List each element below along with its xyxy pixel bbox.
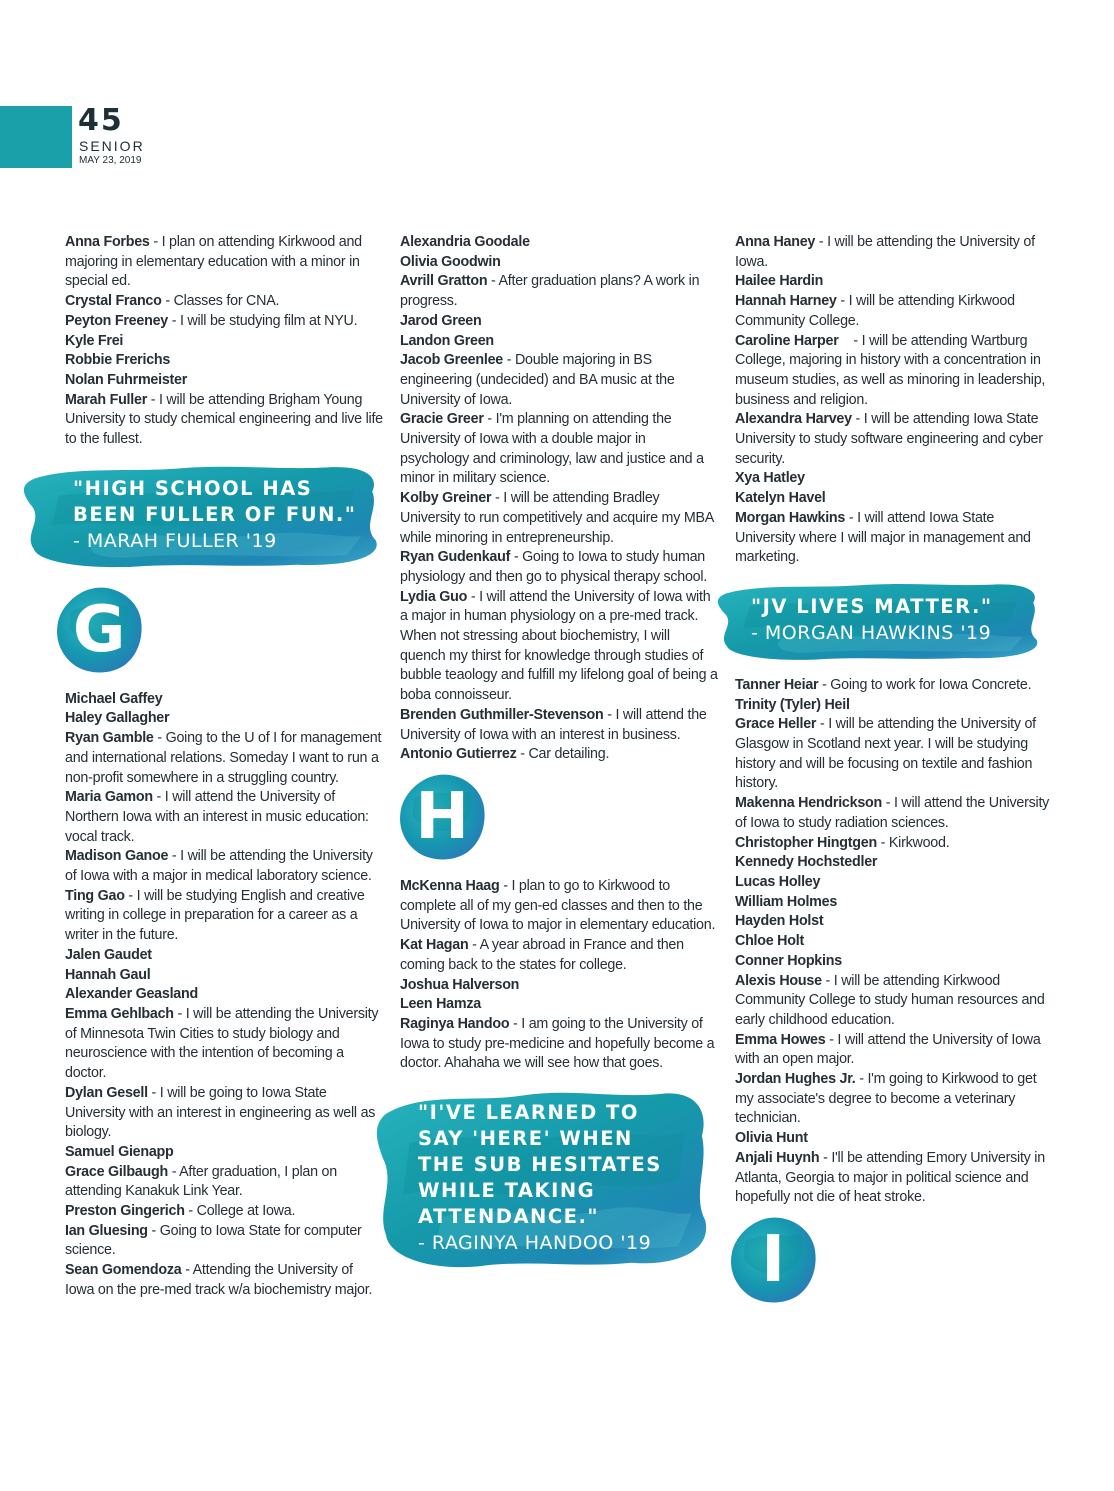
senior-entry [400, 410, 718, 489]
student-name: Anjali Huynh [735, 1149, 820, 1166]
student-name: Crystal Franco [65, 293, 162, 310]
senior-entry [65, 946, 383, 966]
student-plans: - I will be attending the University of Iowa with a major in medical laboratory science. [65, 848, 377, 885]
pull-quote [376, 1088, 712, 1272]
student-plans: - I will attend the University of Iowa to study radiation sciences. [735, 795, 1053, 831]
student-name: Antonio Gutierrez [400, 746, 517, 763]
student-name: Ryan Gudenkauf [400, 549, 511, 566]
senior-entry [735, 272, 1053, 292]
student-name: Caroline Harper [735, 332, 839, 349]
student-plans: - I will attend the University of Northern Iowa with an interest in music education: vocal track. [65, 789, 373, 845]
senior-entry [735, 332, 1053, 411]
senior-entry [400, 332, 718, 352]
senior-entry [65, 729, 383, 788]
quote-attribution: - RAGINYA HANDOO '19 [418, 1232, 652, 1255]
senior-entry [65, 1005, 383, 1084]
senior-entry [65, 1143, 383, 1163]
student-plans: - I will attend the University of Iowa with a major in human physiology on a pre-med track. When not stressing about biochemistry, I will quench my thirst for knowledge through studies of bubble teaology and fulfill my lifelong goal of being a boba connoisseur. [400, 588, 722, 704]
student-plans: - I will attend the University of Iowa with an interest in business. [400, 706, 711, 743]
student-name: Chloe Holt [735, 933, 804, 950]
student-plans: - I will be attending the University of Minnesota Twin Cities to study biology and neuroscience with the intention of becoming a doctor. [65, 1005, 383, 1082]
student-name: Christopher Hingtgen [735, 834, 877, 851]
student-name: Raginya Handoo [400, 1015, 510, 1032]
student-name: Emma Howes [735, 1031, 826, 1048]
student-plans: - After graduation plans? A work in progress. [400, 273, 704, 310]
student-name: Ting Gao [65, 887, 125, 904]
student-name: Alexander Geasland [65, 986, 198, 1003]
student-plans: - I will be attending Iowa State University to study software engineering and cyber security. [735, 411, 1047, 467]
senior-entry [400, 1015, 718, 1074]
student-name: Jacob Greenlee [400, 352, 503, 369]
senior-entry [735, 853, 1053, 873]
student-name: Sean Gomendoza [65, 1262, 182, 1279]
senior-entry [400, 706, 718, 745]
student-name: Olivia Goodwin [400, 253, 501, 270]
senior-entry [65, 292, 383, 312]
pull-quote [23, 464, 383, 570]
student-name: Samuel Gienapp [65, 1143, 174, 1160]
student-plans: - I'll be attending Emory University in Atlanta, Georgia to major in political science and hopefully not die of heat stroke. [735, 1149, 1048, 1206]
senior-entry [400, 272, 718, 311]
student-name: Kyle Frei [65, 332, 124, 349]
student-plans: - Going to work for Iowa Concrete. [818, 676, 1032, 693]
student-name: Lydia Guo [400, 588, 468, 605]
student-name: Avrill Gratton [400, 273, 488, 290]
senior-entry [65, 1222, 383, 1261]
student-name: Haley Gallagher [65, 710, 170, 727]
student-name: Ian Gluesing [65, 1222, 148, 1239]
senior-entry [735, 794, 1053, 833]
senior-entry [400, 489, 718, 548]
senior-entry [400, 312, 718, 332]
student-name: McKenna Haag [400, 877, 500, 894]
senior-entry [735, 489, 1053, 509]
senior-entry [735, 1031, 1053, 1070]
section-letter: I [761, 1222, 785, 1297]
student-name: Jordan Hughes Jr. [735, 1071, 856, 1088]
student-plans: - I will attend Iowa State University where I will major in management and marketing. [735, 509, 1035, 566]
senior-entry [400, 976, 718, 996]
pull-quote [717, 582, 1043, 662]
student-name: Alexandria Goodale [400, 234, 530, 250]
student-name: Marah Fuller [65, 391, 148, 408]
student-name: Kennedy Hochstedler [735, 854, 878, 871]
senior-entry [735, 912, 1053, 932]
student-name: Conner Hopkins [735, 952, 842, 969]
senior-entry [65, 966, 383, 986]
senior-entry [65, 371, 383, 391]
senior-entry [65, 1163, 383, 1202]
senior-entry [65, 312, 383, 332]
student-plans: - I will be going to Iowa State University with an interest in engineering as well as biology. [65, 1084, 379, 1141]
student-name: Alexis House [735, 972, 822, 989]
student-plans: - I will be attending Kirkwood Community College. [735, 293, 1019, 329]
column-3 [735, 233, 1053, 1320]
issue-date: MAY 23, 2019 [79, 155, 142, 166]
student-name: Hayden Holst [735, 913, 824, 930]
senior-entry [400, 233, 718, 253]
senior-entry [65, 1202, 383, 1222]
student-name: Makenna Hendrickson [735, 795, 883, 812]
student-plans: - I will attend the University of Iowa with an open major. [735, 1031, 1045, 1068]
student-plans: - After graduation, I plan on attending Kanakuk Link Year. [65, 1163, 341, 1200]
student-plans: - Going to Iowa State for computer science. [65, 1222, 366, 1259]
senior-entry [735, 1070, 1053, 1129]
student-plans: - I will be studying English and creative writing in college in preparation for a career as a writer in the future. [65, 887, 369, 944]
senior-entry [735, 893, 1053, 913]
senior-entry [735, 715, 1053, 794]
student-plans: - Going to Iowa to study human physiology and then go to physical therapy school. [400, 549, 709, 585]
senior-entry [735, 676, 1053, 696]
senior-entry [65, 847, 383, 886]
student-plans: - I am going to the University of Iowa to study pre-medicine and hopefully become a doctor. Ahahaha we will see how that goes. [400, 1015, 719, 1072]
section-name: SENIOR [79, 138, 145, 154]
student-name: Kat Hagan [400, 937, 469, 954]
student-plans: - I will be studying film at NYU. [167, 312, 358, 329]
quote-attribution: - MORGAN HAWKINS '19 [751, 621, 992, 644]
student-plans: - I will be attending the University of Glasgow in Scotland next year. I will be studying history and will be focusing on textile and fashion history. [735, 716, 1040, 792]
section-letter: H [415, 779, 469, 854]
senior-entry [735, 1129, 1053, 1149]
student-plans: - I will be attending Bradley University to run competitively and acquire my MBA while minoring in entrepreneurship. [400, 490, 718, 546]
senior-entry [400, 995, 718, 1015]
student-name: Hannah Gaul [65, 966, 151, 983]
student-name: Olivia Hunt [735, 1130, 808, 1147]
senior-entry [735, 233, 1053, 272]
senior-entry [65, 788, 383, 847]
section-letter: G [72, 592, 126, 667]
student-plans: - I plan on attending Kirkwood and majoring in elementary education with a minor in special ed. [65, 234, 366, 290]
senior-entry [735, 1149, 1053, 1208]
senior-entry [735, 932, 1053, 952]
section-letter-badge [727, 1214, 807, 1306]
senior-entry [735, 410, 1053, 469]
section-letter-badge [396, 771, 488, 863]
senior-entry [400, 548, 718, 587]
student-name: Preston Gingerich [65, 1203, 185, 1220]
senior-entry [65, 985, 383, 1005]
student-name: Jarod Green [400, 312, 482, 329]
student-plans: - Double majoring in BS engineering (undecided) and BA music at the University of Iowa. [400, 352, 679, 408]
student-name: Robbie Frerichs [65, 352, 171, 369]
senior-entry [400, 936, 718, 975]
student-name: Landon Green [400, 332, 494, 349]
senior-entry [735, 873, 1053, 893]
senior-entry [65, 391, 387, 450]
page-tab [0, 106, 72, 168]
senior-entry [65, 233, 383, 292]
senior-entry [735, 292, 1053, 331]
quote-text: "HIGH SCHOOL HAS BEEN FULLER OF FUN." [73, 476, 357, 526]
student-name: Peyton Freeney [65, 312, 168, 329]
student-name: Nolan Fuhrmeister [65, 371, 188, 388]
student-plans: - College at Iowa. [184, 1203, 296, 1220]
student-name: Anna Forbes [65, 234, 150, 250]
senior-entry [400, 877, 718, 936]
student-plans: - I'm going to Kirkwood to get my associate's degree to become a veterinary technician. [735, 1071, 1041, 1127]
student-plans: - I will be attending the University of Iowa. [735, 234, 1039, 270]
student-name: Grace Heller [735, 716, 817, 733]
student-name: Maria Gamon [65, 789, 153, 806]
senior-entry [400, 351, 718, 410]
senior-entry [65, 351, 383, 371]
student-plans: - I plan to go to Kirkwood to complete all of my gen-ed classes and then to the University of Iowa to major in elementary education. [400, 877, 716, 934]
quote-text: "I'VE LEARNED TO SAY 'HERE' WHEN THE SUB HESITATES WHILE TAKING ATTENDANCE." [418, 1101, 662, 1229]
senior-entry [400, 588, 722, 706]
senior-entry [65, 690, 383, 710]
student-name: Morgan Hawkins [735, 509, 846, 526]
student-plans: - Car detailing. [516, 746, 610, 763]
student-name: Lucas Holley [735, 873, 821, 890]
senior-entry [735, 834, 1053, 854]
page-number: 45 [78, 103, 124, 138]
column-1 [65, 233, 387, 1301]
student-plans: - I'm planning on attending the University of Iowa with a double major in psychology and criminology, law and justice and a minor in military science. [400, 411, 708, 487]
student-name: Brenden Guthmiller-Stevenson [400, 706, 604, 723]
senior-entry [65, 1084, 383, 1143]
student-name: Madison Ganoe [65, 848, 169, 865]
student-name: Emma Gehlbach [65, 1005, 174, 1022]
student-name: Alexandra Harvey [735, 411, 852, 428]
quote-attribution: - MARAH FULLER '19 [73, 529, 277, 552]
senior-entry [735, 469, 1053, 489]
student-name: Hannah Harney [735, 293, 837, 310]
student-name: Gracie Greer [400, 411, 484, 428]
student-plans: - Kirkwood. [876, 834, 950, 851]
senior-entry [65, 1261, 383, 1300]
senior-entry [65, 709, 383, 729]
section-letter-badge [53, 584, 145, 676]
senior-entry [735, 509, 1053, 568]
student-name: Hailee Hardin [735, 273, 824, 290]
senior-entry [65, 887, 383, 946]
student-name: Leen Hamza [400, 996, 481, 1013]
student-name: Xya Hatley [735, 470, 805, 487]
student-plans: - Attending the University of Iowa on the pre-med track w/a biochemistry major. [65, 1262, 373, 1298]
student-name: Grace Gilbaugh [65, 1163, 168, 1180]
student-name: Kolby Greiner [400, 490, 492, 507]
senior-entry [735, 696, 1053, 716]
student-name: Ryan Gamble [65, 730, 154, 747]
student-name: Dylan Gesell [65, 1084, 148, 1101]
student-name: Tanner Heiar [735, 676, 819, 693]
student-plans: - A year abroad in France and then coming back to the states for college. [400, 937, 688, 973]
student-plans: - I will be attending Brigham Young University to study chemical engineering and live life to the fullest. [65, 391, 387, 448]
student-name: Katelyn Havel [735, 490, 826, 507]
student-name: Trinity (Tyler) Heil [735, 696, 850, 713]
student-plans: - Classes for CNA. [161, 293, 280, 310]
senior-entry [400, 745, 718, 765]
senior-entry [65, 332, 383, 352]
senior-entry [735, 952, 1053, 972]
column-2 [400, 233, 722, 1286]
student-name: Anna Haney [735, 234, 816, 250]
student-plans: - I will be attending Wartburg College, majoring in history with a concentration in museum studies, as well as minoring in leadership, business and religion. [735, 332, 1049, 408]
student-name: William Holmes [735, 893, 838, 910]
student-name: Michael Gaffey [65, 690, 163, 707]
student-plans: - I will be attending Kirkwood Community College to study human resources and early childhood education. [735, 972, 1049, 1028]
student-name: Joshua Halverson [400, 976, 520, 993]
senior-entry [735, 972, 1053, 1031]
student-plans: - Going to the U of I for management and international relations. Someday I want to run a non-profit somewhere in a struggling country. [65, 730, 385, 786]
senior-entry [400, 253, 718, 273]
quote-text: "JV LIVES MATTER." [751, 594, 993, 618]
student-name: Jalen Gaudet [65, 946, 152, 963]
